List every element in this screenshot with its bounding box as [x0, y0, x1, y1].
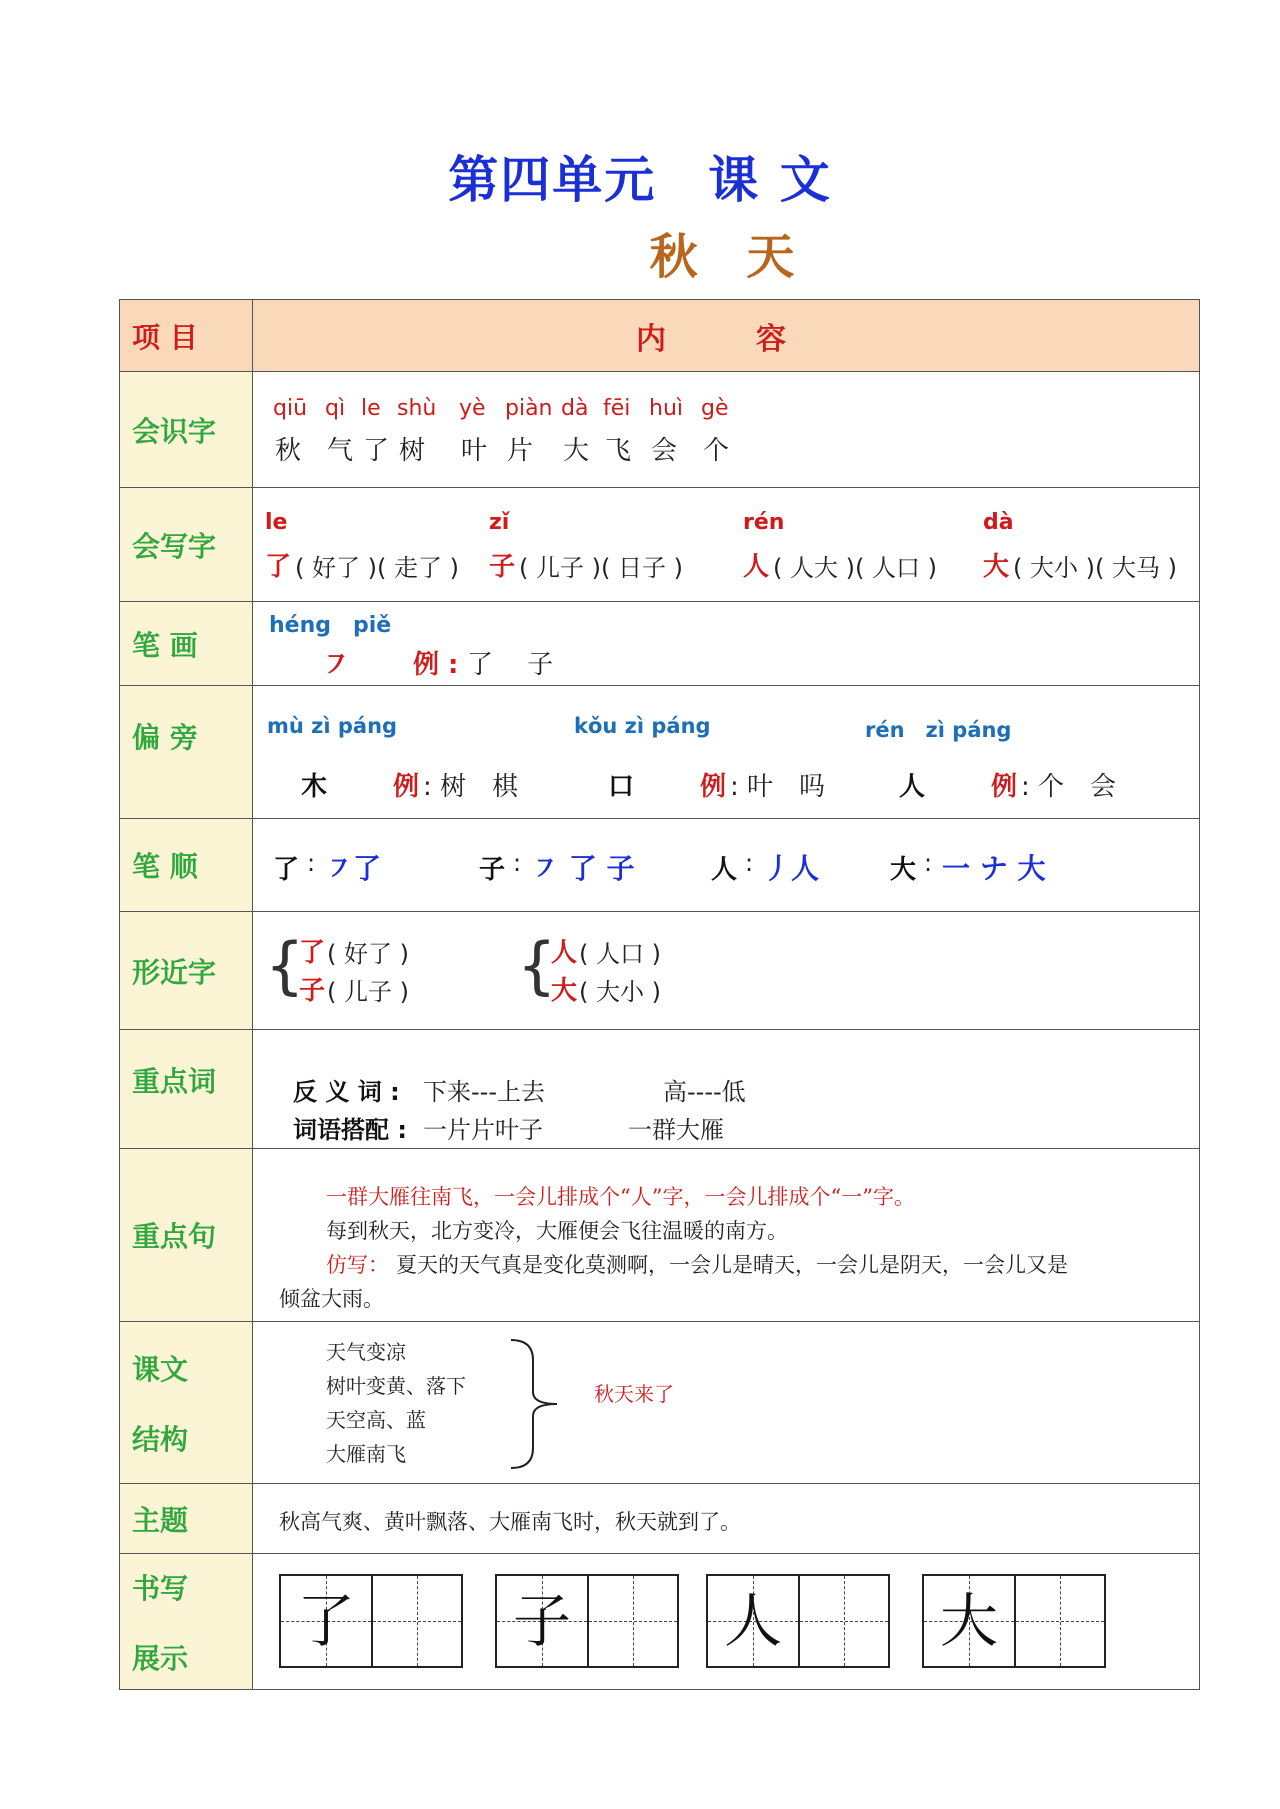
- writing-char: 了: [296, 1587, 355, 1655]
- row-label-bihua: 笔 画: [120, 602, 253, 686]
- example-label: 例: [991, 772, 1018, 802]
- writing-grid: [279, 1574, 463, 1668]
- stroke-order-sep: :: [745, 849, 754, 877]
- hanzi: 树: [399, 436, 426, 466]
- bihua-stroke: ㇇: [321, 648, 351, 683]
- radical: 口: [608, 772, 635, 802]
- writing-char: 人: [723, 1587, 782, 1655]
- pinyin: qì: [325, 396, 346, 421]
- collocation-1: 一片片叶子: [423, 1116, 543, 1144]
- zhongdianci-content: [253, 1030, 1200, 1149]
- page-title: 第四单元 课 文: [448, 151, 832, 209]
- structure-item: 树叶变黄、落下: [326, 1374, 466, 1398]
- example-label: 例: [700, 772, 727, 802]
- pianpang-content: [253, 686, 1200, 819]
- grid-cell: [924, 1576, 1014, 1666]
- key-sentence-3: 夏天的天气真是变化莫测啊，一会儿是晴天，一会儿是阴天，一会儿又是: [396, 1253, 1068, 1277]
- row-bihua: [120, 602, 1200, 686]
- writing-grid: [922, 1574, 1106, 1668]
- row-label-kewenjiegou-1: 课文: [132, 1352, 189, 1386]
- structure-item: 天气变凉: [326, 1340, 406, 1364]
- collocation-label: 词语搭配 :: [293, 1116, 407, 1144]
- row-label-xingjinzi: 形近字: [120, 912, 253, 1030]
- row-zhongdianci: [120, 1030, 1200, 1149]
- radical-examples: : 树 棋: [423, 772, 519, 802]
- row-zhongdianju: [120, 1149, 1200, 1322]
- bihua-example-label: 例 :: [413, 650, 459, 680]
- huishizi-content: [253, 372, 1200, 488]
- pinyin: gè: [701, 396, 729, 421]
- writing-char: 子: [512, 1587, 571, 1655]
- similar-char: 大: [551, 976, 578, 1006]
- hanzi: 叶: [461, 436, 488, 466]
- lesson-table: [119, 299, 1200, 1690]
- grid-cell: [798, 1576, 888, 1666]
- brace-icon: {: [265, 929, 305, 1002]
- key-sentence-1: 一群大雁往南飞，一会儿排成个“人”字，一会儿排成个“一”字。: [326, 1185, 915, 1209]
- row-shuxie: [120, 1554, 1200, 1690]
- row-label-pianpang: 偏 旁: [120, 686, 253, 819]
- pinyin: fēi: [603, 396, 631, 421]
- lesson-title: 秋 天: [649, 229, 811, 285]
- structure-item: 大雁南飞: [326, 1442, 406, 1466]
- bihua-pinyin: héng piě: [269, 613, 392, 638]
- row-label-zhongdianci: 重点词: [120, 1030, 253, 1149]
- similar-word: ( 大小 ): [579, 978, 661, 1006]
- writing-char: 大: [939, 1587, 998, 1655]
- row-label-kewenjiegou-2: 结构: [132, 1422, 189, 1456]
- row-pianpang: [120, 686, 1200, 819]
- hanzi: 了: [363, 436, 390, 466]
- pinyin: piàn: [505, 396, 553, 421]
- grid-cell: [1014, 1576, 1104, 1666]
- structure-summary: 秋天来了: [594, 1382, 674, 1406]
- writing-grid: [706, 1574, 890, 1668]
- row-huishizi: [120, 372, 1200, 488]
- pinyin: le: [361, 396, 381, 421]
- row-label-huishizi: 会识字: [120, 372, 253, 488]
- stroke-order-char: 人: [711, 855, 738, 885]
- radical-pinyin: mù zì páng: [267, 714, 398, 738]
- write-words: ( 儿子 )( 日子 ): [519, 554, 683, 582]
- similar-char: 人: [551, 938, 578, 968]
- similar-word: ( 人口 ): [579, 940, 661, 968]
- row-label-bishun: 笔 顺: [120, 819, 253, 912]
- kewenjiegou-content: [253, 1322, 1200, 1484]
- radical-examples: : 叶 吗: [730, 772, 826, 802]
- antonym-label: 反 义 词 :: [293, 1078, 400, 1106]
- row-label-huixiezi: 会写字: [120, 488, 253, 602]
- row-xingjinzi: [120, 912, 1200, 1030]
- similar-char: 了: [299, 938, 326, 968]
- stroke-order-char: 了: [273, 855, 300, 885]
- pinyin: huì: [649, 396, 683, 421]
- writing-grid: [495, 1574, 679, 1668]
- antonym-2: 高----低: [663, 1078, 746, 1106]
- hanzi: 个: [703, 436, 730, 466]
- radical: 木: [301, 772, 328, 802]
- similar-word: ( 儿子 ): [327, 978, 409, 1006]
- row-zhuti: [120, 1484, 1200, 1554]
- row-label-zhuti: 主题: [120, 1484, 253, 1554]
- stroke-order-char: 子: [479, 855, 506, 885]
- row-label-kewenjiegou: [120, 1322, 253, 1484]
- pinyin: shù: [397, 396, 437, 421]
- structure-item: 天空高、蓝: [326, 1408, 426, 1432]
- brace-icon: {: [517, 929, 557, 1002]
- bihua-content: [253, 602, 1200, 686]
- radical-pinyin: rén zì páng: [865, 718, 1012, 742]
- shuxie-content: [253, 1554, 1200, 1690]
- pinyin: le: [265, 510, 288, 535]
- row-kewenjiegou: [120, 1322, 1200, 1484]
- stroke-order: 丿人: [763, 852, 820, 885]
- stroke-order-sep: :: [924, 849, 933, 877]
- write-char: 大: [983, 552, 1010, 582]
- pinyin: dà: [983, 510, 1014, 535]
- grid-cell: [281, 1576, 371, 1666]
- radical-pinyin: kǒu zì páng: [574, 714, 711, 738]
- key-sentence-4: 倾盆大雨。: [279, 1287, 384, 1311]
- theme-text: 秋高气爽、黄叶飘落、大雁南飞时，秋天就到了。: [279, 1510, 741, 1534]
- bihua-examples: 了 子: [467, 650, 554, 680]
- write-words: ( 人大 )( 人口 ): [773, 554, 937, 582]
- write-char: 人: [743, 552, 770, 582]
- pinyin: dà: [561, 396, 589, 421]
- row-huixiezi: [120, 488, 1200, 602]
- grid-cell: [371, 1576, 461, 1666]
- imitate-label: 仿写：: [326, 1253, 389, 1277]
- header-content: 内 容: [636, 321, 816, 357]
- stroke-order: 一 ナ 大: [942, 852, 1046, 885]
- xingjinzi-content: [253, 912, 1200, 1030]
- stroke-order: ㇇了: [325, 852, 382, 885]
- stroke-order-char: 大: [890, 855, 917, 885]
- stroke-order-sep: :: [513, 849, 522, 877]
- hanzi: 秋: [275, 436, 302, 466]
- pinyin: yè: [459, 396, 486, 421]
- hanzi: 气: [327, 436, 354, 466]
- zhongdianju-content: [253, 1149, 1200, 1322]
- hanzi: 大: [563, 436, 590, 466]
- hanzi: 会: [651, 436, 678, 466]
- zhuti-content: [253, 1484, 1200, 1554]
- table-header-row: [120, 300, 1200, 372]
- write-words: ( 大小 )( 大马 ): [1013, 554, 1177, 582]
- similar-char: 子: [299, 976, 326, 1006]
- row-label-shuxie: [120, 1554, 253, 1690]
- grid-cell: [708, 1576, 798, 1666]
- similar-word: ( 好了 ): [327, 940, 409, 968]
- pinyin: zǐ: [489, 510, 510, 535]
- collocation-2: 一群大雁: [628, 1116, 724, 1144]
- bishun-content: [253, 819, 1200, 912]
- pinyin: qiū: [273, 396, 308, 421]
- header-item: 项 目: [120, 300, 253, 372]
- radical: 人: [899, 772, 926, 802]
- hanzi: 飞: [605, 436, 632, 466]
- write-char: 了: [265, 552, 292, 582]
- row-label-shuxie-1: 书写: [132, 1571, 189, 1605]
- row-label-zhongdianju: 重点句: [120, 1149, 253, 1322]
- hanzi: 片: [507, 436, 534, 466]
- radical-examples: : 个 会: [1021, 772, 1117, 802]
- antonym-1: 下来---上去: [423, 1078, 545, 1106]
- write-words: ( 好了 )( 走了 ): [295, 554, 459, 582]
- pinyin: rén: [743, 510, 785, 535]
- row-label-shuxie-2: 展示: [132, 1641, 189, 1675]
- write-char: 子: [489, 552, 516, 582]
- key-sentence-2: 每到秋天，北方变冷，大雁便会飞往温暖的南方。: [326, 1219, 788, 1243]
- stroke-order-sep: :: [307, 849, 316, 877]
- huixiezi-content: [253, 488, 1200, 602]
- header-content-cell: [253, 300, 1200, 372]
- stroke-order: ㇇ 了 子: [531, 852, 635, 885]
- structure-brace-icon: [503, 1336, 573, 1472]
- row-bishun: [120, 819, 1200, 912]
- grid-cell: [587, 1576, 677, 1666]
- example-label: 例: [393, 772, 420, 802]
- grid-cell: [497, 1576, 587, 1666]
